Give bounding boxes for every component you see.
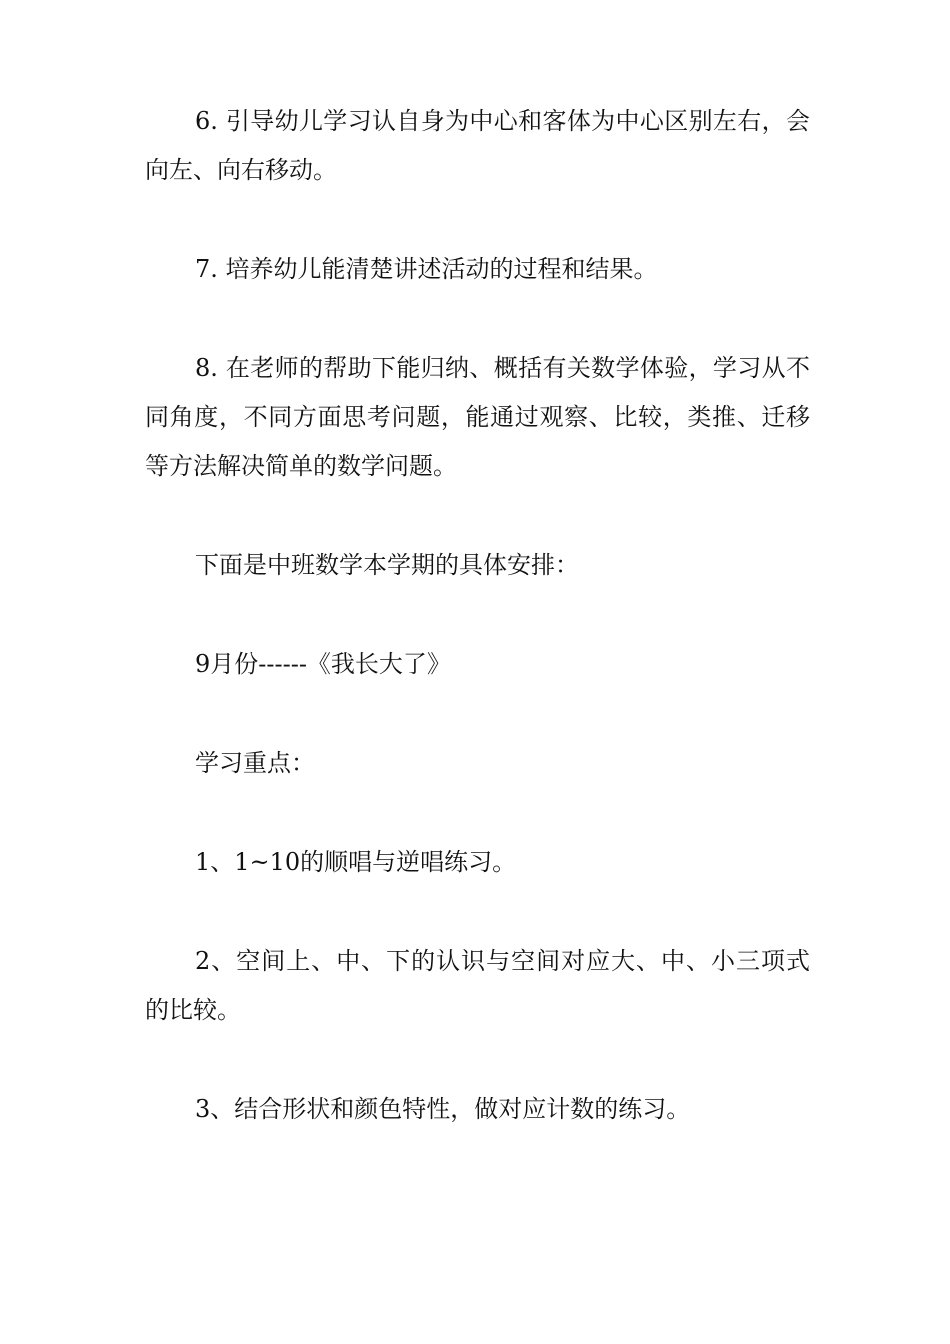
document-body <box>145 97 810 1184</box>
paragraph-key-point-2: 2、空间上、中、下的认识与空间对应大、中、小三项式的比较。 <box>145 947 810 1024</box>
paragraph-key-points-heading: 学习重点： <box>195 749 315 777</box>
paragraph-key-point-1: 1、1~10的顺唱与逆唱练习。 <box>195 848 517 876</box>
paragraph-goal-7: 7. 培养幼儿能清楚讲述活动的过程和结果。 <box>195 255 658 283</box>
paragraph-goal-6: 6. 引导幼儿学习认自身为中心和客体为中心区别左右，会向左、向右移动。 <box>145 107 810 184</box>
paragraph-key-point-3: 3、结合形状和颜色特性，做对应计数的练习。 <box>195 1095 691 1123</box>
paragraph-schedule-intro: 下面是中班数学本学期的具体安排： <box>195 551 579 579</box>
paragraph-september-theme: 9月份------《我长大了》 <box>195 650 451 678</box>
paragraph-goal-8: 8. 在老师的帮助下能归纳、概括有关数学体验，学习从不同角度，不同方面思考问题，能通过观察、比较，类推、迁移等方法解决简单的数学问题。 <box>145 354 810 480</box>
